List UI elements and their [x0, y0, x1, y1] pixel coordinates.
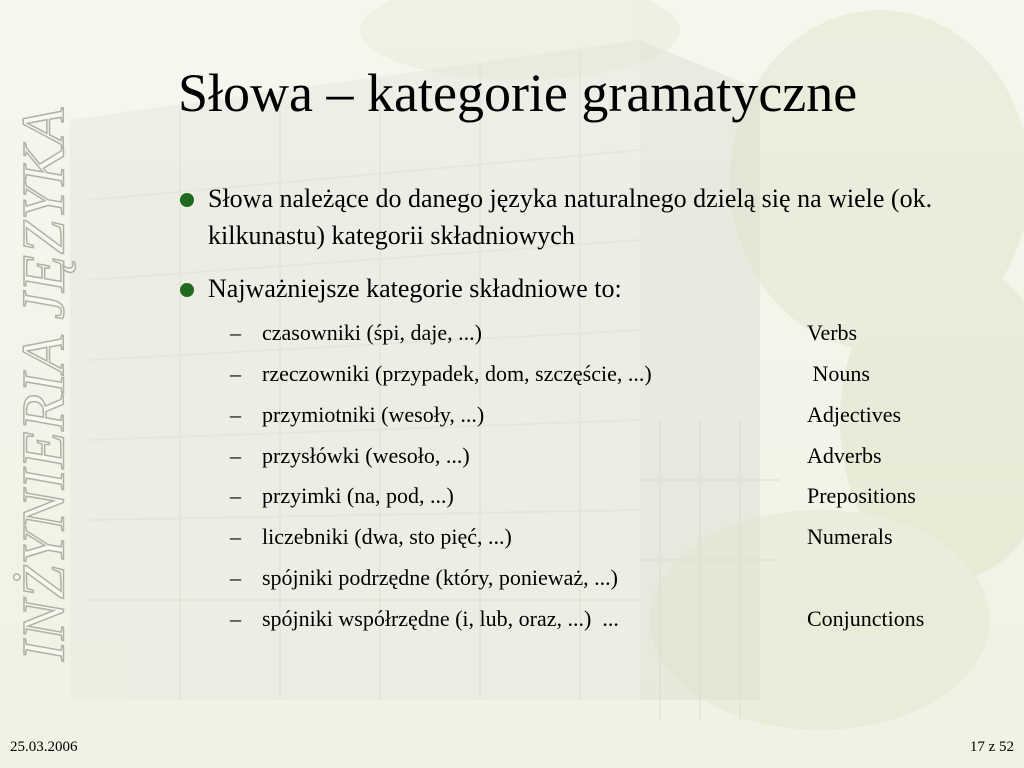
dash-marker: –	[230, 361, 241, 386]
category-english: Conjunctions	[807, 606, 925, 631]
category-polish: przyimki (na, pod, ...)	[262, 483, 454, 508]
category-polish: spójniki podrzędne (który, ponieważ, ...)	[262, 565, 618, 590]
slide-title: Słowa – kategorie gramatyczne	[178, 63, 858, 123]
category-polish: liczebniki (dwa, sto pięć, ...)	[262, 524, 512, 549]
category-english: Numerals	[807, 524, 893, 549]
sidebar-vertical-title: INŻYNIERIA JĘZYKA	[10, 106, 77, 662]
category-english: Adverbs	[807, 443, 882, 468]
category-polish: przysłówki (wesoło, ...)	[262, 443, 470, 468]
list-item	[230, 359, 990, 389]
dash-marker: –	[230, 443, 241, 468]
list-item	[230, 441, 990, 471]
category-english: Verbs	[807, 320, 858, 345]
list-item	[230, 563, 990, 593]
bullet-dot-icon	[180, 193, 194, 207]
category-english: Prepositions	[807, 483, 916, 508]
category-polish: przymiotniki (wesoły, ...)	[262, 402, 485, 427]
footer-page-number: 17 z 52	[969, 739, 1014, 755]
bullet-text: Słowa należące do danego języka naturalnego dzielą się na wiele (ok. kilkunastu) kategorii składniowych	[208, 184, 933, 250]
dash-marker: –	[230, 606, 241, 631]
dash-marker: –	[230, 483, 241, 508]
list-item	[230, 400, 990, 430]
list-item	[230, 481, 990, 511]
category-polish: rzeczowniki (przypadek, dom, szczęście, ...)	[262, 361, 652, 386]
category-english: Nouns	[807, 361, 870, 386]
bullet-item	[190, 180, 990, 254]
category-polish: czasowniki (śpi, daje, ...)	[262, 320, 482, 345]
dash-marker: –	[230, 565, 241, 590]
list-item	[230, 604, 990, 634]
list-item	[230, 522, 990, 552]
bullet-text: Najważniejsze kategorie składniowe to:	[208, 274, 622, 303]
dash-marker: –	[230, 320, 241, 345]
bullet-item	[190, 270, 990, 307]
category-english: Adjectives	[807, 402, 902, 427]
bullet-dot-icon	[180, 283, 194, 297]
dash-marker: –	[230, 524, 241, 549]
list-item	[230, 318, 990, 348]
dash-marker: –	[230, 402, 241, 427]
footer-date: 25.03.2006	[10, 739, 78, 755]
category-polish: spójniki współrzędne (i, lub, oraz, ...) ...	[262, 606, 619, 631]
